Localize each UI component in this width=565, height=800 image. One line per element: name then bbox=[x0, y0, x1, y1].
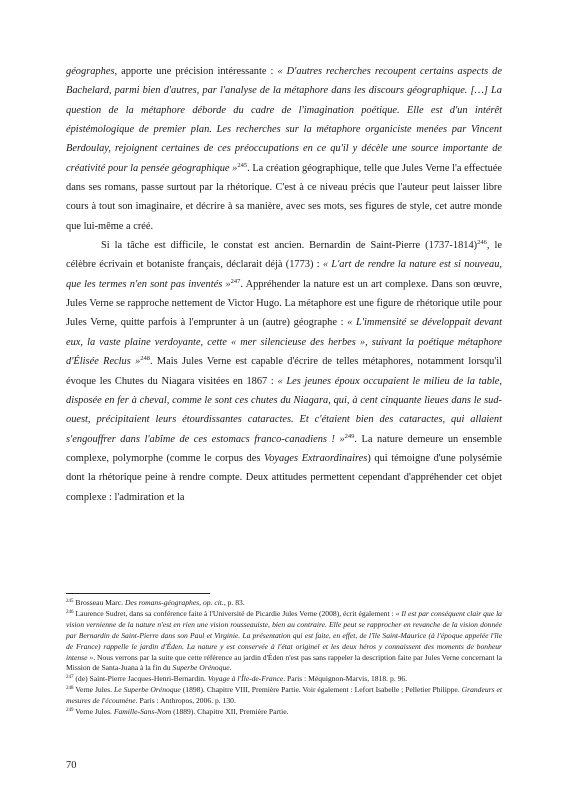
text-span: Brosseau Marc. bbox=[73, 598, 125, 607]
footnote-separator bbox=[66, 593, 210, 594]
text-span: (1898). Chapitre VIII, Première Partie. Voir également : Lefort Isabelle ; Pelletier Philippe. bbox=[180, 685, 462, 695]
text-span: . Paris : Anthropos, 2006. p. 130. bbox=[135, 696, 236, 706]
text-span: géographes, bbox=[66, 66, 118, 77]
text-span: , p. 83. bbox=[223, 598, 245, 607]
footnote-246 bbox=[66, 609, 502, 674]
text-span: Si la tâche est difficile, le constat est ancien. Bernardin de Saint-Pierre (1737-1814) bbox=[101, 240, 478, 252]
footnote-number: 247 bbox=[66, 675, 74, 681]
book-title: Voyages Extraordinaires bbox=[264, 452, 368, 464]
quotation: « Les jeunes époux occupaient le milieu de la table, disposée en fer à cheval, comme le sont ces chutes du Niagara, qui, à cent cinquante lieues dans le sud-ouest, précipitaient leurs étourdissantes cataractes. Et c'étaient bien des cataractes, qui allaient s'engouffrer dans l'abîme de ces estomacs franco-canadiens ! » bbox=[66, 375, 502, 445]
text-span: Des romans-géographes, op. cit. bbox=[124, 598, 224, 607]
quotation: « L'immensité se développait devant eux, la vaste plaine verdoyante, cette « mer silencieuse des herbes », suivant la poétique métaphore d'Élisée Reclus » bbox=[66, 317, 503, 368]
text-span: Famille-Sans-Nom bbox=[113, 707, 172, 717]
text-span: . Mais Jules Verne est capable d'écrire de telles métaphores, notamment lorsqu'il évoque les Chutes du Niagara visitées en 1867 : bbox=[66, 356, 502, 387]
text-span: . La nature demeure un ensemble complexe, polymorphe (comme le corpus des bbox=[66, 433, 502, 464]
text-span: . Paris : Méquignon-Marvis, 1818. p. 96. bbox=[283, 674, 408, 684]
text-span: Laurence Sudret, dans sa conférence faite à l'Université de Picardie Jules Verne (2008), écrit également : bbox=[73, 608, 396, 618]
text-span: Verne Jules. bbox=[73, 685, 115, 695]
text-span: Superbe Orénoque bbox=[172, 663, 230, 673]
text-span: . Nous verrons par la suite que cette référence au jardin d'Éden n'est pas sans rappeler la description faite par Jules Verne concernant la Mission de Santa-Juana à la fin du bbox=[66, 652, 502, 673]
footnote-ref[interactable]: 246 bbox=[477, 239, 487, 247]
paragraph-2 bbox=[66, 236, 502, 507]
footnote-247 bbox=[66, 674, 502, 685]
footnote-ref[interactable]: 249 bbox=[344, 432, 355, 440]
footnote-number: 246 bbox=[66, 609, 74, 615]
text-span: Le Superbe Orénoque bbox=[114, 685, 181, 695]
text-span: . bbox=[229, 663, 232, 673]
text-span: Verne Jules. bbox=[73, 707, 114, 717]
text-span: . La création géographique, telle que Jules Verne l'a effectuée dans ses romans, passe surtout par la rhétorique. C'est à ce niveau précis que l'auteur peut laisser libre cours à tout son imaginaire, et décrire à sa manière, avec ses mots, ses figures de style, cet autre monde que lui-même a créé. bbox=[66, 162, 502, 232]
footnote-245 bbox=[66, 598, 502, 609]
footnote-number: 245 bbox=[66, 599, 74, 604]
footnote-number: 249 bbox=[66, 708, 74, 714]
text-span: ) qui témoigne d'une polysémie dont la rhétorique peine à rendre compte. Deux attitudes permettent cependant d'appréhender cet objet complexe : l'admiration et la bbox=[66, 452, 502, 503]
footnote-248 bbox=[66, 685, 502, 707]
paragraph-1 bbox=[66, 62, 502, 236]
text-span: apporte une précision intéressante : bbox=[117, 66, 278, 77]
page-number: 70 bbox=[66, 760, 77, 771]
text-span: . Appréhender la nature est un art complexe. Dans son œuvre, Jules Verne se rapproche nettement de Victor Hugo. La métaphore est une figure de rhétorique utile pour Jules Verne, quitte parfois à l'emprunter à un (autre) géographe : bbox=[66, 278, 503, 329]
text-span: Voyage à l'Île-de-France bbox=[207, 674, 284, 684]
text-span: , le célèbre écrivain et botaniste français, déclarait déjà (1773) : bbox=[66, 240, 502, 271]
footnote-ref[interactable]: 248 bbox=[140, 355, 151, 363]
text-span: (de) Saint-Pierre Jacques-Henri-Bernardin. bbox=[73, 674, 208, 684]
quotation: « D'autres recherches recoupent certains aspects de Bachelard, parmi bien d'autres, par l'analyse de la métaphore dans les discours géographique. […] La question de la métaphore déborde du cadre de l'imagination poétique. Elle est d'un intérêt épistémologique de premier plan. Les recherches sur la métaphore organiciste menées par Vincent Berdoulay, rejoignent certaines de ces préoccupations en ce qu'il y décèle une source importante de créativité pour la pensée géographique » bbox=[66, 66, 502, 174]
footnote-ref[interactable]: 247 bbox=[230, 277, 241, 285]
quotation: « L'art de rendre la nature est si nouveau, que les termes n'en sont pas inventés » bbox=[66, 259, 502, 290]
text-span: « Il est par conséquent clair que la vision vernienne de la nature n'est en rien une vision rousseauiste, bien au contraire. Elle peut se rapprocher en revanche de la vision donnée par Bernardin de Saint-Pierre dans son Paul et Virginie. La présentation qui est faite, en effet, de l'île Saint-Maurice (à l'époque appelée l'île de France) rappelle le jardin d'Éden. La nature y est conservée à l'état originel et les deux héros y connaissent des moments de bonheur intense » bbox=[66, 608, 502, 662]
footnote-249 bbox=[66, 707, 502, 718]
footnote-number: 248 bbox=[66, 686, 74, 692]
text-span: Grandeurs et mesures de l'écoumène bbox=[66, 685, 502, 706]
footnote-ref[interactable]: 245 bbox=[237, 161, 248, 169]
text-span: (1889). Chapitre XII, Première Partie. bbox=[171, 707, 289, 717]
footnotes bbox=[66, 598, 502, 718]
main-text bbox=[66, 62, 502, 507]
